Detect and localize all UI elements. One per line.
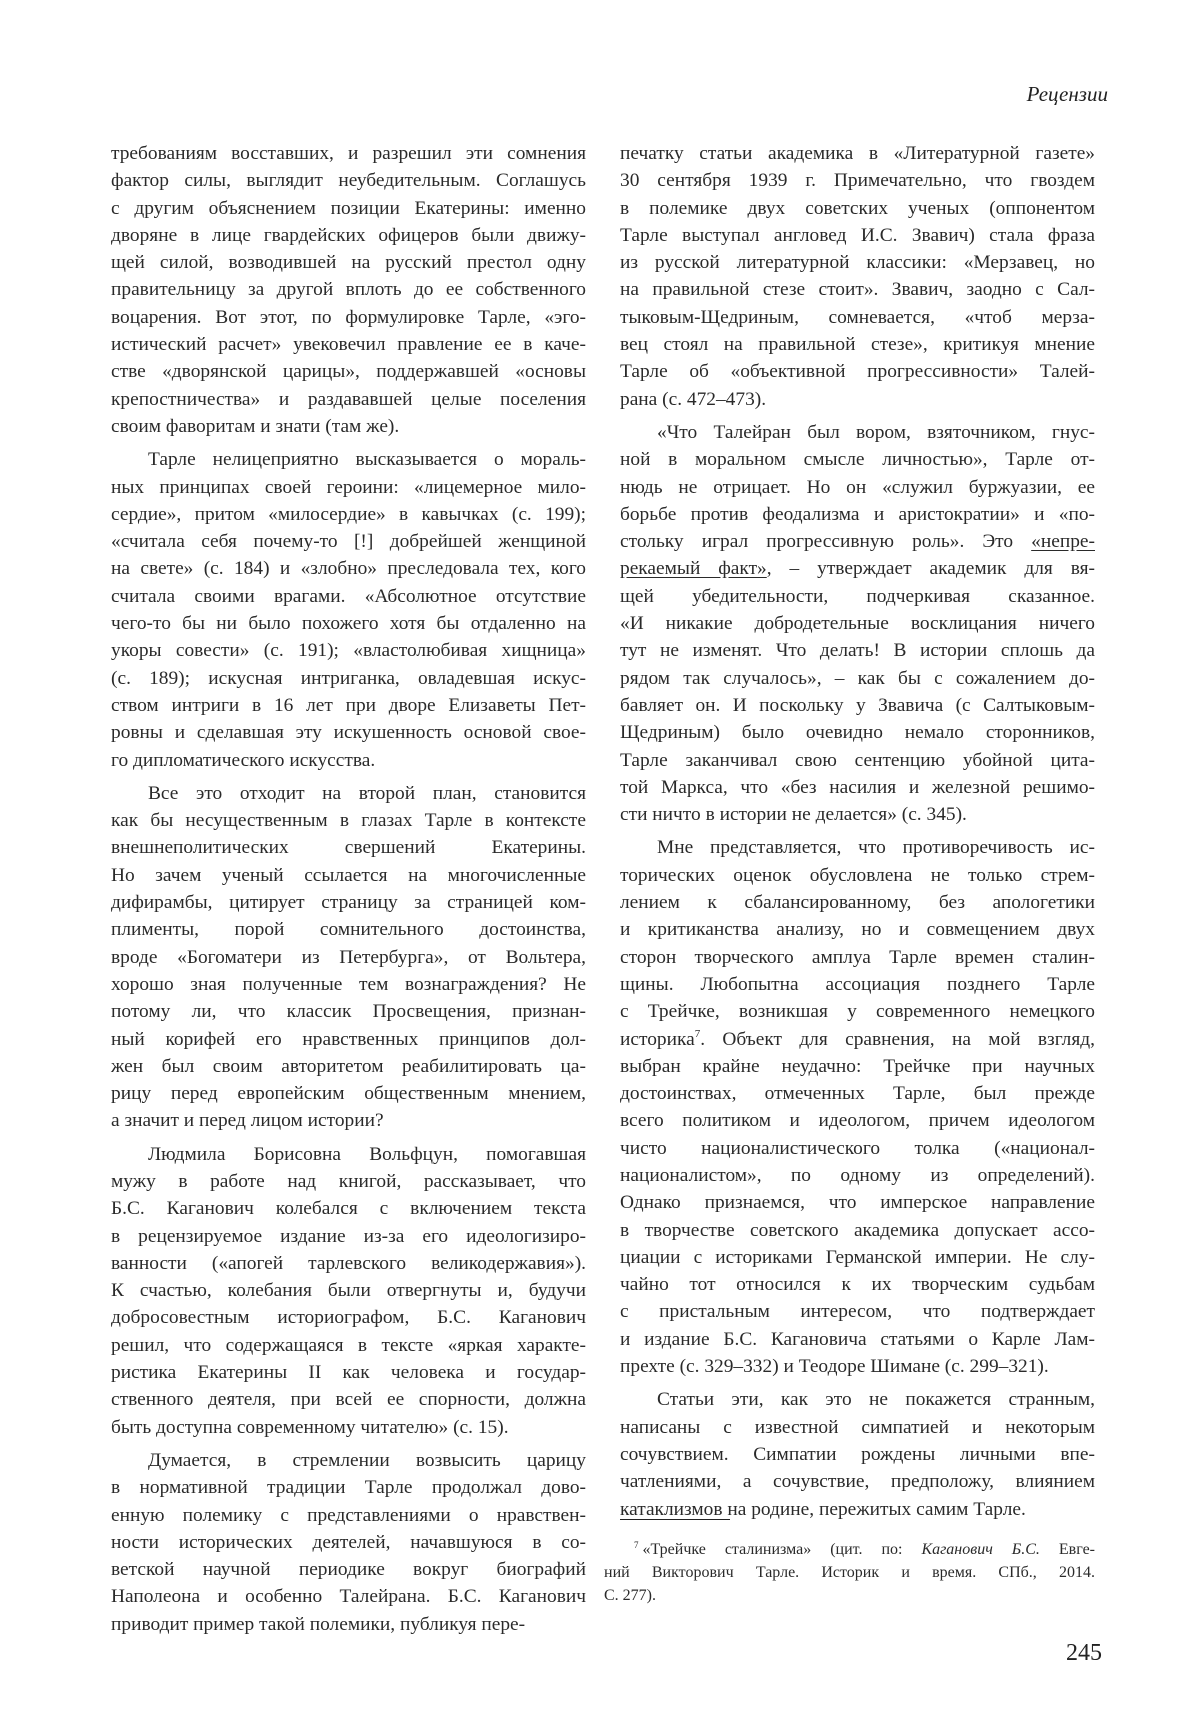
text-line: сердие», притом «милосердие» в кавычках (с. 199);: [111, 503, 586, 525]
text-line: националистом», по одному из определений).: [620, 1164, 1095, 1186]
text-line: чатлениями, а сочувствие, предположу, влиянием: [620, 1471, 1095, 1493]
text-line: Тарле заканчивал свою сентенцию убойной цита-: [620, 749, 1095, 771]
text-line: в рецензируемое издание из-за его идеологизиро-: [111, 1225, 586, 1247]
text-line: 30 сентября 1939 г. Примечательно, что гвоздем: [620, 170, 1095, 192]
text-line: «И никакие добродетельные восклицания ничего: [620, 613, 1095, 635]
text-line: Наполеона и особенно Талейрана. Б.С. Каганович: [111, 1586, 586, 1608]
text-line: (с. 189); искусная интриганка, овладевшая искус-: [111, 667, 586, 689]
text-line: как бы несущественным в глазах Тарле в контексте: [111, 810, 586, 832]
text-line: дифирамбы, цитирует страницу за страницей ком-: [111, 892, 586, 914]
underlined-quote: рекаемый факт»: [620, 558, 767, 580]
text-line: укоры совести» (с. 191); «властолюбивая хищница»: [111, 640, 586, 662]
text-line: плименты, порой сомнительного достоинства,: [111, 919, 586, 941]
text-line: Тарле выступал англовед И.С. Звавич) стала фраза: [620, 224, 1095, 246]
text-line: дворяне в лице гвардейских офицеров были движу-: [111, 224, 586, 246]
text-line: рядом так случалось», – как бы с сожалением до-: [620, 667, 1095, 689]
text-line: торических оценок обусловлена не только стрем-: [620, 864, 1095, 886]
text-line: енную полемику с представлениями о нравствен-: [111, 1504, 586, 1526]
footnote: [604, 1538, 1095, 1607]
text-line: сочувствием. Симпатии рождены личными впе-: [620, 1443, 1095, 1465]
text-line: ственного деятеля, при всей ее спорности, должна: [111, 1389, 586, 1411]
running-head: Рецензии: [1026, 82, 1108, 106]
text-line: рицу перед европейским общественным мнением,: [111, 1083, 586, 1105]
text-line: той Маркса, что «без насилия и железной решимо-: [620, 776, 1095, 798]
text-line: ных принципах своей героини: «лицемерное мило-: [111, 476, 586, 498]
text-line: с другим объяснением позиции Екатерины: именно: [111, 197, 586, 219]
text-line: тут не изменят. Что делать! В истории сплошь да: [620, 640, 1095, 662]
text-line: ристика Екатерины II как человека и государ-: [111, 1362, 586, 1384]
text-line: воцарения. Вот этот, по формулировке Тарле, «эго-: [111, 306, 586, 328]
text-line: в полемике двух советских ученых (оппонентом: [620, 197, 1095, 219]
text-line: написаны с известной симпатией и некоторым: [620, 1416, 1095, 1438]
paragraph-p6: [620, 140, 1095, 413]
text-line: на свете» (с. 184) и «злобно» преследовала тех, кого: [111, 558, 586, 580]
text-line: своим фаворитам и знати (там же).: [111, 415, 400, 437]
text-line: вец стоял на правильной стезе», критикуя мнение: [620, 334, 1095, 356]
text-line: го дипломатического искусства.: [111, 749, 376, 771]
text-line: Все это отходит на второй план, становится: [148, 782, 586, 804]
footnote-line: ний Викторович Тарле. Историк и время. СПб., 2014.: [604, 1564, 1095, 1581]
text-line: чисто националистического толка («национал-: [620, 1137, 1095, 1159]
text-line: в творчестве советского академика допускает ассо-: [620, 1219, 1095, 1241]
text-line: щей убедительности, подчеркивая сказанное.: [620, 585, 1095, 607]
text-line: ванности («апогей тарлевского великодержавия»).: [111, 1252, 586, 1274]
text-line: лением к сбалансированному, без апологетики: [620, 892, 1095, 914]
text-line: а значит и перед лицом истории?: [111, 1110, 384, 1132]
paragraph-p2: [111, 446, 586, 774]
text-line: приводит пример такой полемики, публикуя пере-: [111, 1613, 526, 1635]
text-line: всего политиком и идеологом, причем идеологом: [620, 1110, 1095, 1132]
text-line: чего-то бы ни было похожего хотя бы отдаленно на: [111, 613, 586, 635]
text-line: Думается, в стремлении возвысить царицу: [148, 1449, 586, 1471]
text-line: рекаемый факт», – утверждает академик для вя-: [620, 558, 1095, 580]
text-line: бавляет он. И поскольку у Звавича (с Салтыковым-: [620, 694, 1095, 716]
paragraph-p9: [620, 1386, 1095, 1522]
text-line: решил, что содержащаяся в тексте «яркая характе-: [111, 1334, 586, 1356]
text-line: чайно тот относился к их творческим судьбам: [620, 1274, 1095, 1296]
text-line: Но зачем ученый ссылается на многочисленные: [111, 864, 586, 886]
footnote-line: [604, 1538, 1095, 1561]
text-line: «Что Талейран был вором, взяточником, гнус-: [657, 421, 1095, 443]
text-line: сторон творческого амплуа Тарле времен сталин-: [620, 946, 1095, 968]
text-line: в нормативной традиции Тарле продолжал дово-: [111, 1477, 586, 1499]
text-line: Б.С. Каганович колебался с включением текста: [111, 1198, 586, 1220]
paragraph-p4: [111, 1141, 586, 1441]
text-line: достоинствах, отмеченных Тарле, был прежде: [620, 1083, 1095, 1105]
text-line: жен был своим авторитетом реабилитировать ца-: [111, 1055, 586, 1077]
text-line: щины. Любопытна ассоциация позднего Тарле: [620, 973, 1095, 995]
text-line: «считала себя почему-то [!] добрейшей женщиной: [111, 531, 586, 553]
text-line: требованиям восставших, и разрешил эти сомнения: [111, 143, 586, 164]
right-column: [620, 140, 1095, 1523]
text-line: катаклизмов на родине, пережитых самим Тарле.: [620, 1498, 1026, 1520]
paragraph-p5: [111, 1447, 586, 1638]
text-line: фактор силы, выглядит неубедительным. Соглашусь: [111, 170, 586, 192]
footnote-number: 7: [634, 1540, 639, 1550]
text-line: ровны и сделавшая эту искушенность основой свое-: [111, 722, 586, 744]
text-line: ной в моральном смысле личностью», Тарле от-: [620, 449, 1095, 471]
text-line: тыковым-Щедриным, сомневается, «чтоб мерза-: [620, 306, 1095, 328]
text-line: крепостничества» и раздававшей целые поселения: [111, 388, 586, 410]
text-line: мужу в работе над книгой, рассказывает, что: [111, 1170, 586, 1192]
text-line: считала своими врагами. «Абсолютное отсутствие: [111, 585, 586, 607]
paragraph-p1: [111, 140, 586, 440]
text-line: добросовестным историографом, Б.С. Каганович: [111, 1307, 586, 1329]
text-line: Однако признаемся, что имперское направление: [620, 1192, 1095, 1214]
paragraph-p3: [111, 780, 586, 1135]
text-line: циации с историками Германской империи. Не слу-: [620, 1246, 1095, 1268]
text-line: Тарле нелицеприятно высказывается о мораль-: [148, 449, 586, 471]
paragraph-p7: [620, 419, 1095, 828]
text-line: Мне представляется, что противоречивость ис-: [657, 837, 1095, 859]
text-line: Тарле об «объективной прогрессивности» Талей-: [620, 361, 1095, 383]
text-line: на правильной стезе стоит». Звавич, заодно с Сал-: [620, 279, 1095, 301]
text-line: прехте (с. 329–332) и Теодоре Шимане (с. 299–321).: [620, 1356, 1049, 1378]
text-line: борьбе против феодализма и аристократии» и «по-: [620, 503, 1095, 525]
footnote-text: «Трейчке сталинизма» (цит. по:: [642, 1541, 922, 1558]
text-line: стве «дворянской царицы», поддержавшей «основы: [111, 361, 586, 383]
text-line: хорошо зная полученные тем вознаграждения? Не: [111, 973, 586, 995]
text-line: сти ничто в истории не делается» (с. 345).: [620, 804, 967, 826]
text-line: печатку статьи академика в «Литературной газете»: [620, 143, 1095, 164]
text-line: из русской литературной классики: «Мерзавец, но: [620, 252, 1095, 274]
page-number: 245: [1066, 1640, 1102, 1666]
text-line: внешнеполитических свершений Екатерины.: [111, 837, 586, 859]
footnote-author: Каганович Б.С.: [921, 1541, 1040, 1558]
text-line: ством интриги в 16 лет при дворе Елизаветы Пет-: [111, 694, 586, 716]
text-line: и критиканства анализу, но и совмещением двух: [620, 919, 1095, 941]
underlined-quote: «непре-: [1031, 531, 1095, 553]
text-line: с Трейчке, возникшая у современного немецкого: [620, 1001, 1095, 1023]
text-line: историка$^7$. Объект для сравнения, на мой взгляд,: [620, 1027, 1095, 1050]
text-line: выбран крайне неудачно: Трейчке при научных: [620, 1055, 1095, 1077]
paragraph-p8: [620, 834, 1095, 1380]
text-line: стольку играл прогрессивную роль». Это «непре-: [620, 531, 1095, 553]
text-line: истический расчет» увековечил правление ее в каче-: [111, 334, 586, 356]
text-line: Статьи эти, как это не покажется странным,: [657, 1389, 1095, 1411]
text-line: К счастью, колебания были отвергнуты и, будучи: [111, 1280, 586, 1302]
text-line: рана (с. 472–473).: [620, 388, 767, 410]
text-line: ветской научной периодике вокруг биографий: [111, 1559, 586, 1581]
text-line: нюдь не отрицает. Но он «служил буржуазии, ее: [620, 476, 1095, 498]
text-line: Щедриным) было очевидно немало сторонников,: [620, 722, 1095, 744]
footnote-reference[interactable]: 7: [694, 1027, 701, 1040]
footnote-text: Евге-: [1039, 1541, 1096, 1558]
text-line: быть доступна современному читателю» (с. 15).: [111, 1416, 509, 1438]
left-column: [111, 140, 586, 1638]
text-line: вроде «Богоматери из Петербурга», от Вольтера,: [111, 946, 586, 968]
text-line: ный корифей его нравственных принципов дол-: [111, 1028, 586, 1050]
text-line: щей силой, возводившей на русский престол одну: [111, 252, 586, 274]
text-line: потому ли, что классик Просвещения, признан-: [111, 1001, 586, 1023]
text-line: Людмила Борисовна Вольфцун, помогавшая: [148, 1143, 586, 1165]
footnote-separator: [620, 1519, 730, 1520]
text-line: правительницу за другой вплоть до ее собственного: [111, 279, 586, 301]
text-line: и издание Б.С. Кагановича статьями о Карле Лам-: [620, 1328, 1095, 1350]
footnote-line: С. 277).: [604, 1587, 656, 1604]
text-line: ности исторических деятелей, начавшуюся в со-: [111, 1531, 586, 1553]
text-line: с пристальным интересом, что подтверждает: [620, 1301, 1095, 1323]
